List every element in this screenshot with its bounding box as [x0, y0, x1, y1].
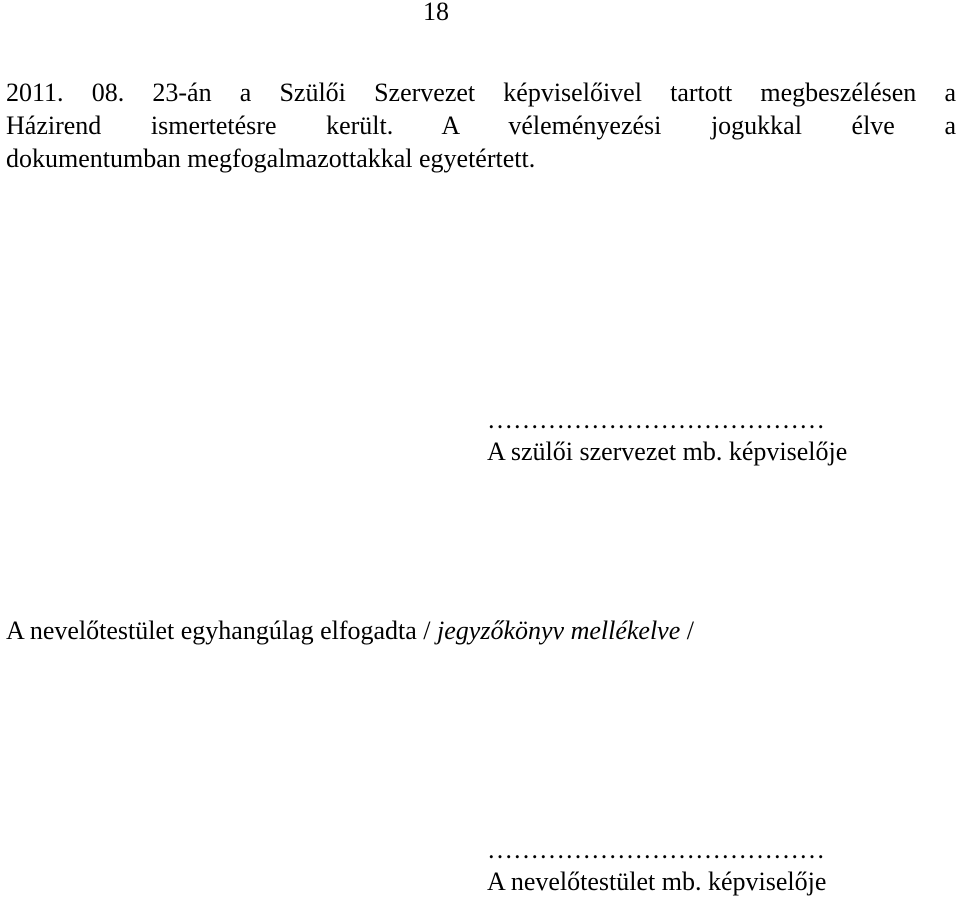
signature-caption: A nevelőtestület mb. képviselője	[487, 867, 827, 896]
approval-text: A nevelőtestület egyhangúlag elfogadta /	[6, 616, 438, 645]
paragraph-line-1: 2011. 08. 23-án a Szülői Szervezet képviselőivel tartott megbeszélésen a	[6, 78, 956, 107]
signature-caption: A szülői szervezet mb. képviselője	[487, 437, 848, 466]
paragraph-line-2: Házirend ismertetésre került. A véleményezési jogukkal élve a	[6, 111, 956, 140]
staff-signature-block	[487, 834, 826, 898]
approval-italic-note: jegyzőkönyv mellékelve	[437, 616, 681, 645]
signature-line: …………………………………	[487, 405, 825, 434]
page-number: 18	[423, 0, 449, 26]
paragraph-line-3: dokumentumban megfogalmazottakkal egyetértett.	[6, 144, 536, 173]
signature-line: …………………………………	[487, 835, 825, 864]
parent-signature-block	[487, 404, 847, 468]
body-paragraph	[6, 76, 956, 175]
approval-statement	[6, 614, 694, 648]
approval-closing: /	[680, 616, 694, 645]
